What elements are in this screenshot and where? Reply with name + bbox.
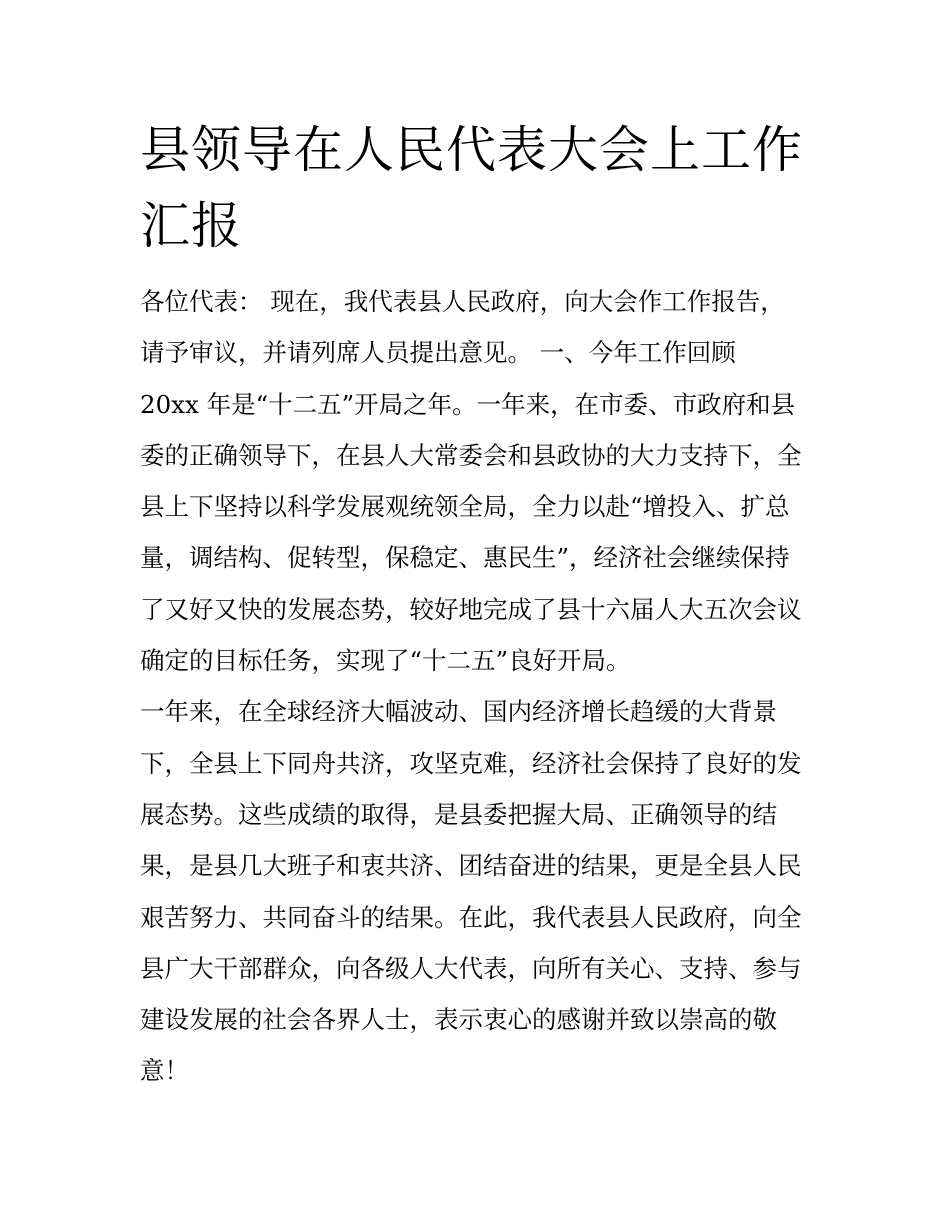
document-title [140,112,820,264]
body-line: 下，全县上下同舟共济，攻坚克难，经济社会保持了良好的发 [140,748,802,778]
body-line: 了又好又快的发展态势，较好地完成了县十六届人大五次会议 [140,594,802,624]
body-line: 各位代表： 现在，我代表县人民政府，向大会作工作报告， [140,287,785,316]
document-body [140,276,820,1097]
body-line: 量，调结构、促转型，保稳定、惠民生”，经济社会继续保持 [140,543,790,573]
body-line: 县广大干部群众，向各级人大代表，向所有关心、支持、参与 [140,953,802,983]
body-line: 20xx 年是“十二五”开局之年。一年来，在市委、市政府和县 [140,389,796,419]
body-line: 意！ [140,1056,189,1086]
body-line: 展态势。这些成绩的取得，是县委把握大局、正确领导的结 [140,799,777,829]
body-line: 请予审议，并请列席人员提出意见。 一、今年工作回顾 [140,338,736,368]
body-line: 一年来，在全球经济大幅波动、国内经济增长趋缓的大背景 [140,697,777,727]
body-line: 县上下坚持以科学发展观统领全局，全力以赴“增投入、扩总 [140,492,790,522]
body-line: 委的正确领导下，在县人大常委会和县政协的大力支持下，全 [140,440,802,470]
title-line-2: 汇报 [140,197,242,255]
body-line: 艰苦努力、共同奋斗的结果。在此，我代表县人民政府，向全 [140,902,802,932]
body-line: 建设发展的社会各界人士，表示衷心的感谢并致以崇高的敬 [140,1005,777,1035]
title-line-1: 县领导在人民代表大会上工作 [140,121,803,179]
body-line: 确定的目标任务，实现了“十二五”良好开局。 [140,646,631,676]
body-line: 果，是县几大班子和衷共济、团结奋进的结果，更是全县人民 [140,851,802,881]
